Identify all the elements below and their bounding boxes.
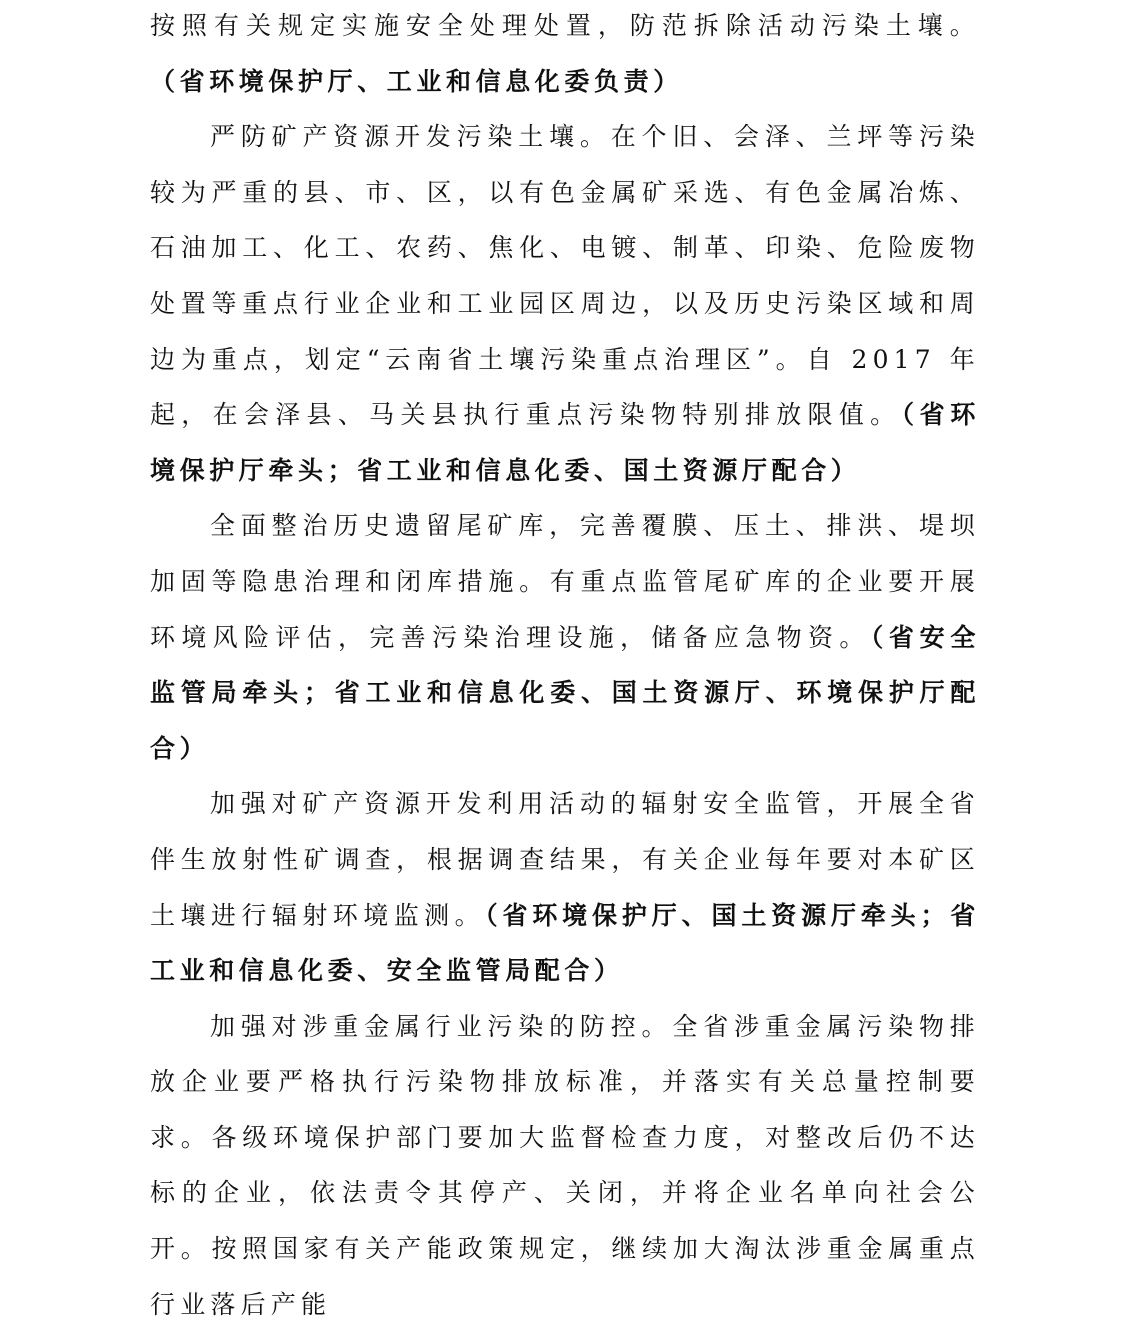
paragraph-4-text: 加强对矿产资源开发利用活动的辐射安全监管，开展全省伴生放射性矿调查，根据调查结果，有关企业每年要对本矿区土壤进行辐射环境监测。	[150, 789, 980, 930]
paragraph-3-text: 全面整治历史遗留尾矿库，完善覆膜、压土、排洪、堤坝加固等隐患治理和闭库措施。有重点监管尾矿库的企业要开展环境风险评估，完善污染治理设施，储备应急物资。	[150, 511, 980, 652]
document-page	[150, 0, 980, 1334]
paragraph-5	[150, 999, 980, 1333]
paragraph-3-responsibility: （省安全监管局牵头；省工业和信息化委、国土资源厅、环境保护厅配合）	[150, 622, 980, 763]
paragraph-2-responsibility: （省环境保护厅牵头；省工业和信息化委、国土资源厅配合）	[150, 400, 980, 485]
paragraph-1-text: 按照有关规定实施安全处理处置，防范拆除活动污染土壤。	[150, 11, 980, 40]
paragraph-4-responsibility: （省环境保护厅、国土资源厅牵头；省工业和信息化委、安全监管局配合）	[150, 900, 980, 986]
paragraph-4	[150, 776, 980, 998]
paragraph-3	[150, 498, 980, 776]
paragraph-2-text: 严防矿产资源开发污染土壤。在个旧、会泽、兰坪等污染较为严重的县、市、区，以有色金属矿采选、有色金属冶炼、石油加工、化工、农药、焦化、电镀、制革、印染、危险废物处置等重点行业企业和工业园区周边，以及历史污染区域和周边为重点，划定“云南省土壤污染重点治理区”。自 2017 年起，在会泽县、马关县执行重点污染物特别排放限值。	[150, 122, 980, 430]
paragraph-5-text: 加强对涉重金属行业污染的防控。全省涉重金属污染物排放企业要严格执行污染物排放标准，并落实有关总量控制要求。各级环境保护部门要加大监督检查力度，对整改后仍不达标的企业，依法责令其停产、关闭，并将企业名单向社会公开。按照国家有关产能政策规定，继续加大淘汰涉重金属重点行业落后产能	[150, 1011, 980, 1319]
paragraph-1-responsibility: （省环境保护厅、工业和信息化委负责）	[150, 66, 683, 96]
paragraph-1	[150, 0, 980, 109]
paragraph-2	[150, 109, 980, 498]
